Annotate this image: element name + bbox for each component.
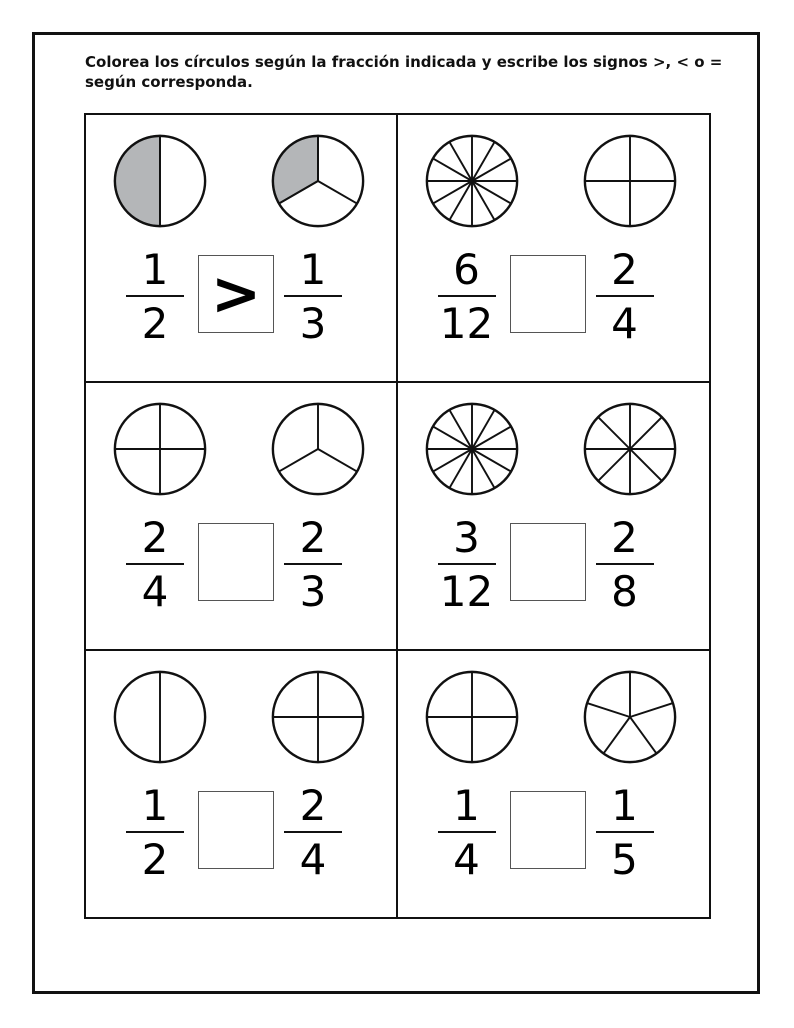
numerator: 1 [611,781,638,830]
instructions-line-2: según corresponda. [85,73,253,91]
denominator: 2 [141,835,169,884]
fraction-bar [438,831,496,833]
fraction-circle-right[interactable] [582,401,678,497]
problem-cell [86,115,398,383]
fraction-right [284,783,342,883]
problem-cell [398,383,710,651]
fraction-right [596,515,654,615]
fraction-circle-left[interactable] [424,669,520,765]
fraction-bar [596,831,654,833]
fraction-circle-left[interactable] [112,401,208,497]
numerator: 1 [141,245,169,294]
fraction-circle-left[interactable] [424,133,520,229]
denominator: 2 [141,299,169,348]
fraction-bar [438,295,496,297]
division-line [603,717,630,754]
fraction-bar [126,563,184,565]
fraction-circle-right[interactable] [582,669,678,765]
division-line [587,703,630,717]
problem-cell [86,383,398,651]
fraction-circle-left[interactable] [112,669,208,765]
fraction-circle-right[interactable] [270,669,366,765]
division-line [630,417,662,449]
answer-box[interactable] [198,791,274,869]
division-line [318,181,357,204]
numerator: 1 [453,781,480,830]
denominator: 4 [141,567,169,616]
denominator: 5 [611,835,638,884]
answer-box[interactable]: > [198,255,274,333]
answer-box[interactable] [510,255,586,333]
numerator: 3 [453,513,480,562]
denominator: 4 [299,835,327,884]
instructions-line-1: Colorea los círculos según la fracción indicada y escribe los signos >, < o = [85,53,723,71]
fraction-left [126,783,184,883]
shaded-sector [115,136,160,226]
instructions [85,52,725,92]
numerator: 1 [299,245,327,294]
fraction-bar [126,295,184,297]
fraction-left [438,247,496,347]
fraction-bar [438,563,496,565]
fraction-left [438,783,496,883]
problem-cell [86,651,398,917]
fraction-bar [126,831,184,833]
denominator: 3 [299,299,327,348]
fraction-bar [284,563,342,565]
fraction-bar [596,563,654,565]
division-line [630,703,673,717]
fraction-bar [284,295,342,297]
fraction-bar [284,831,342,833]
problem-cell [398,115,710,383]
denominator: 12 [439,299,494,348]
division-line [318,449,357,472]
numerator: 1 [141,781,169,830]
problem-grid [84,113,711,919]
fraction-right [596,247,654,347]
answer-box[interactable] [198,523,274,601]
denominator: 8 [611,567,638,616]
numerator: 2 [299,781,327,830]
division-line [279,449,318,472]
numerator: 2 [611,245,638,294]
numerator: 2 [141,513,169,562]
division-line [598,449,630,481]
answer-box[interactable] [510,791,586,869]
fraction-circle-right[interactable] [270,133,366,229]
numerator: 2 [299,513,327,562]
numerator: 2 [611,513,638,562]
fraction-circle-right[interactable] [582,133,678,229]
denominator: 12 [439,567,494,616]
fraction-right [596,783,654,883]
division-line [630,717,657,754]
denominator: 3 [299,567,327,616]
fraction-right [284,247,342,347]
problem-cell [398,651,710,917]
numerator: 6 [453,245,480,294]
fraction-circle-left[interactable] [424,401,520,497]
fraction-left [126,247,184,347]
division-line [598,417,630,449]
fraction-bar [596,295,654,297]
fraction-left [438,515,496,615]
denominator: 4 [611,299,638,348]
answer-box[interactable] [510,523,586,601]
fraction-right [284,515,342,615]
fraction-circle-right[interactable] [270,401,366,497]
division-line [630,449,662,481]
fraction-circle-left[interactable] [112,133,208,229]
denominator: 4 [453,835,480,884]
fraction-left [126,515,184,615]
